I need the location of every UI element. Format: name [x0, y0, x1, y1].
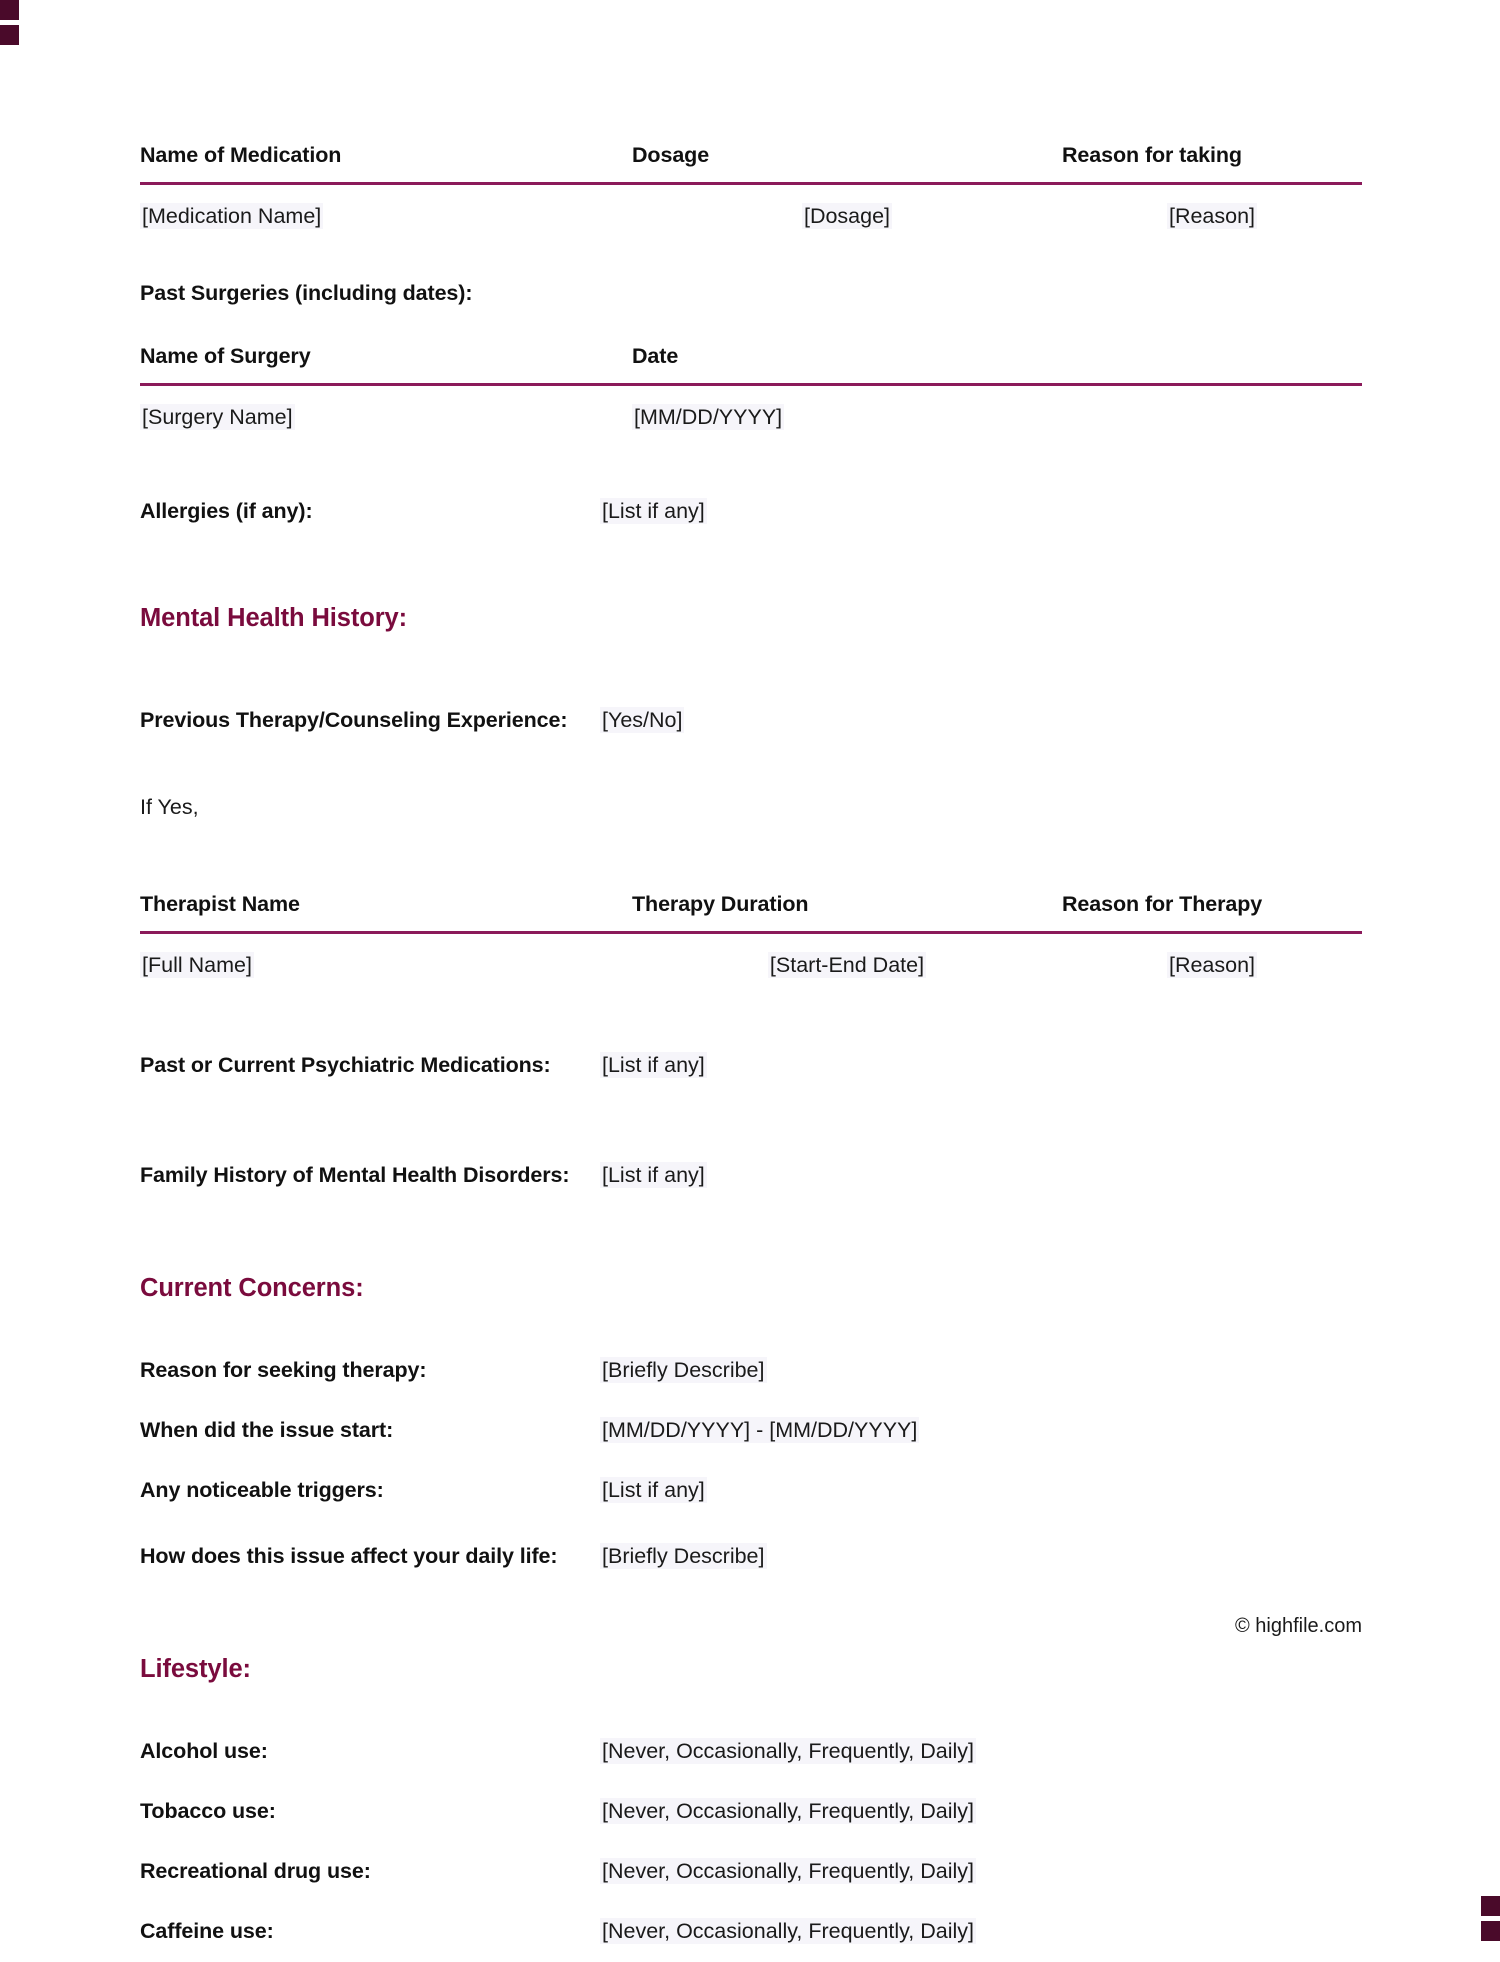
allergies-placeholder[interactable]: [List if any]: [602, 499, 705, 524]
medication-table-body: [140, 184, 1362, 230]
field-row: [140, 1521, 1362, 1593]
surgery-column-header-name: Name of Surgery: [140, 344, 311, 368]
alcohol-use-placeholder[interactable]: [Never, Occasionally, Frequently, Daily]: [602, 1739, 975, 1764]
field-row: [140, 685, 1362, 757]
tobacco-use-label: Tobacco use:: [140, 1799, 276, 1824]
surgery-name-cell: [140, 385, 632, 431]
field-row: [140, 1341, 1362, 1401]
psychiatric-medications-row: [140, 1030, 1362, 1102]
caffeine-use-value-cell: [600, 1902, 1362, 1962]
therapist-table-body: [140, 933, 1362, 979]
family-history-value-cell: [600, 1140, 1362, 1212]
triggers-placeholder[interactable]: [List if any]: [602, 1478, 705, 1503]
triggers-label: Any noticeable triggers:: [140, 1478, 384, 1503]
issue-start-placeholder[interactable]: [MM/DD/YYYY] - [MM/DD/YYYY]: [602, 1418, 918, 1443]
tobacco-use-value-cell: [600, 1782, 1362, 1842]
current-concerns-heading: Current Concerns:: [140, 1274, 364, 1302]
family-history-row: [140, 1140, 1362, 1212]
spacer: [140, 820, 1362, 892]
spacer: [140, 542, 1362, 604]
medication-reason-cell: [1062, 184, 1362, 230]
medication-column-header-reason: Reason for taking: [1062, 143, 1242, 167]
surgery-name-placeholder[interactable]: [Surgery Name]: [142, 405, 293, 429]
daily-life-impact-value-cell: [600, 1521, 1362, 1593]
corner-accent-top-left-lower: [0, 25, 19, 45]
past-surgeries-label: Past Surgeries (including dates):: [140, 281, 473, 305]
therapist-column-header-reason: Reason for Therapy: [1062, 892, 1263, 916]
lifestyle-heading: Lifestyle:: [140, 1655, 251, 1683]
field-row: [140, 1722, 1362, 1782]
surgery-date-cell: [632, 385, 1362, 431]
medication-name-placeholder[interactable]: [Medication Name]: [142, 204, 322, 228]
lifestyle-fields: [140, 1722, 1362, 1962]
spacer: [140, 978, 1362, 1030]
medication-reason-placeholder[interactable]: [Reason]: [1168, 204, 1256, 228]
psychiatric-medications-label: Past or Current Psychiatric Medications:: [140, 1053, 551, 1078]
triggers-value-cell: [600, 1461, 1362, 1521]
psychiatric-medications-placeholder[interactable]: [List if any]: [602, 1053, 705, 1078]
therapist-column-header-name: Therapist Name: [140, 892, 300, 916]
corner-accent-bottom-right-upper: [1481, 1896, 1500, 1916]
past-surgeries-table: [140, 344, 1362, 430]
field-row: [140, 482, 1362, 542]
therapist-table-header: [140, 892, 1362, 933]
reason-for-therapy-placeholder[interactable]: [Briefly Describe]: [602, 1358, 765, 1383]
previous-therapy-value-cell: [600, 685, 1362, 757]
therapist-name-cell: [140, 933, 632, 979]
allergies-label: Allergies (if any):: [140, 499, 313, 524]
family-history-label: Family History of Mental Health Disorders:: [140, 1163, 570, 1188]
field-row: [140, 1782, 1362, 1842]
therapy-duration-cell: [632, 933, 1062, 979]
caffeine-use-label: Caffeine use:: [140, 1919, 274, 1944]
therapy-reason-placeholder[interactable]: [Reason]: [1168, 953, 1256, 977]
field-row: [140, 1401, 1362, 1461]
allergies-row: [140, 482, 1362, 542]
recreational-drug-use-value-cell: [600, 1842, 1362, 1902]
medication-column-header-name: Name of Medication: [140, 143, 342, 167]
medication-name-cell: [140, 184, 632, 230]
alcohol-use-label: Alcohol use:: [140, 1739, 268, 1764]
therapist-table: [140, 892, 1362, 978]
past-surgeries-table-header: [140, 344, 1362, 385]
medication-dosage-cell: [632, 184, 1062, 230]
issue-start-label: When did the issue start:: [140, 1418, 394, 1443]
psychiatric-medications-value-cell: [600, 1030, 1362, 1102]
table-header-row: [140, 143, 1362, 184]
table-header-row: [140, 344, 1362, 385]
previous-therapy-label: Previous Therapy/Counseling Experience:: [140, 708, 568, 733]
medication-dosage-placeholder[interactable]: [Dosage]: [803, 204, 891, 228]
field-row: [140, 1030, 1362, 1102]
previous-therapy-placeholder[interactable]: [Yes/No]: [602, 708, 683, 733]
reason-for-therapy-value-cell: [600, 1341, 1362, 1401]
reason-for-therapy-label: Reason for seeking therapy:: [140, 1358, 427, 1383]
medication-table-header: [140, 143, 1362, 184]
corner-accent-bottom-right-lower: [1481, 1921, 1500, 1941]
corner-accent-top-left-upper: [0, 0, 19, 20]
medication-column-header-dosage: Dosage: [632, 143, 710, 167]
issue-start-value-cell: [600, 1401, 1362, 1461]
current-concerns-fields: [140, 1341, 1362, 1593]
spacer: [140, 633, 1362, 685]
surgery-column-header-date: Date: [632, 344, 679, 368]
family-history-placeholder[interactable]: [List if any]: [602, 1163, 705, 1188]
if-yes-note: If Yes,: [140, 795, 199, 819]
caffeine-use-placeholder[interactable]: [Never, Occasionally, Frequently, Daily]: [602, 1919, 975, 1944]
field-row: [140, 1461, 1362, 1521]
table-row: [140, 933, 1362, 979]
field-row: [140, 1140, 1362, 1212]
therapist-name-placeholder[interactable]: [Full Name]: [142, 953, 252, 977]
document-page: [140, 0, 1362, 1944]
daily-life-impact-placeholder[interactable]: [Briefly Describe]: [602, 1544, 765, 1569]
table-row: [140, 184, 1362, 230]
spacer: [140, 229, 1362, 281]
recreational-drug-use-label: Recreational drug use:: [140, 1859, 371, 1884]
field-row: [140, 1842, 1362, 1902]
surgery-date-placeholder[interactable]: [MM/DD/YYYY]: [634, 405, 783, 429]
spacer: [140, 1303, 1362, 1341]
recreational-drug-use-placeholder[interactable]: [Never, Occasionally, Frequently, Daily]: [602, 1859, 975, 1884]
spacer: [140, 306, 1362, 344]
therapy-duration-placeholder[interactable]: [Start-End Date]: [769, 953, 925, 977]
therapy-reason-cell: [1062, 933, 1362, 979]
document-content: [140, 143, 1362, 1962]
spacer: [140, 1684, 1362, 1722]
mental-health-history-heading: Mental Health History:: [140, 604, 408, 632]
table-row: [140, 385, 1362, 431]
spacer: [140, 430, 1362, 482]
spacer: [140, 1212, 1362, 1274]
therapist-column-header-duration: Therapy Duration: [632, 892, 809, 916]
medication-table: [140, 143, 1362, 229]
alcohol-use-value-cell: [600, 1722, 1362, 1782]
spacer: [140, 757, 1362, 795]
table-header-row: [140, 892, 1362, 933]
past-surgeries-table-body: [140, 385, 1362, 431]
footer-copyright: © highfile.com: [1234, 1615, 1362, 1637]
spacer: [140, 1102, 1362, 1140]
field-row: [140, 1902, 1362, 1962]
daily-life-impact-label: How does this issue affect your daily life:: [140, 1544, 558, 1569]
allergies-value-cell: [600, 482, 1362, 542]
previous-therapy-row: [140, 685, 1362, 757]
tobacco-use-placeholder[interactable]: [Never, Occasionally, Frequently, Daily]: [602, 1799, 975, 1824]
